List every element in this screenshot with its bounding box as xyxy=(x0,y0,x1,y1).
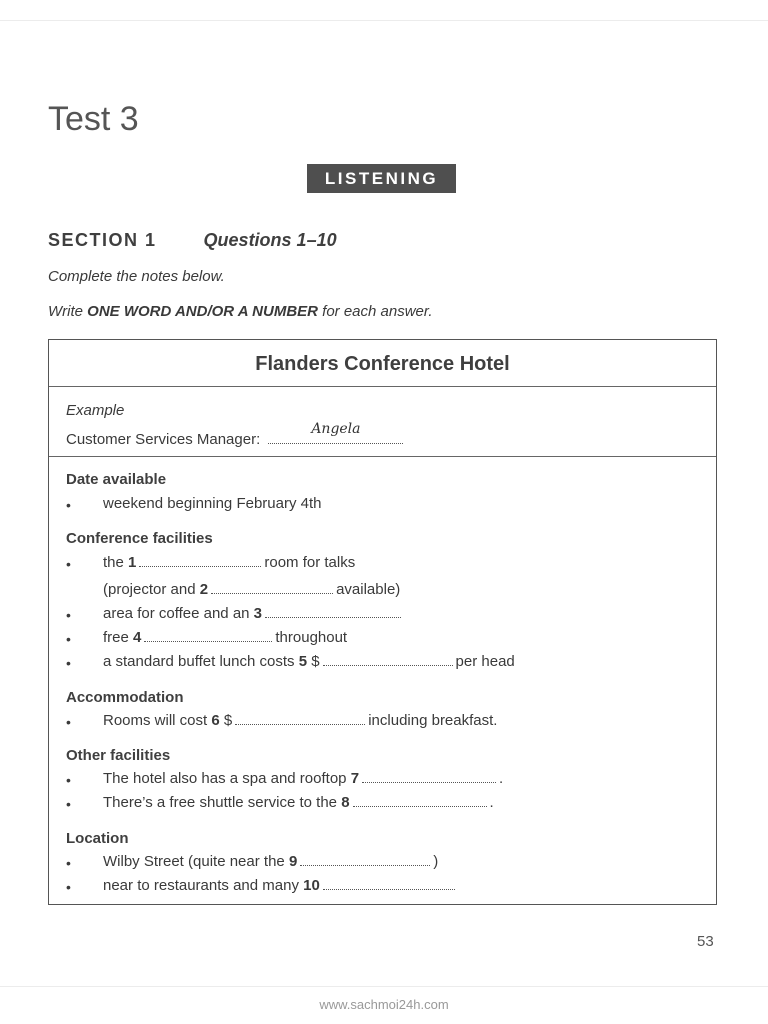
note-question-2 xyxy=(103,581,400,598)
watermark: www.sachmoi24h.com xyxy=(319,997,449,1012)
note-question-1 xyxy=(103,554,355,571)
q1-pre: the xyxy=(103,554,124,571)
answer-blank-1[interactable] xyxy=(139,554,261,567)
note-question-7 xyxy=(103,770,503,787)
listening-banner: LISTENING xyxy=(307,164,456,193)
note-question-10 xyxy=(103,877,458,894)
q3-number: 3 xyxy=(253,605,263,622)
notes-box xyxy=(48,339,717,905)
heading-location: Location xyxy=(66,830,129,847)
bullet-icon: • xyxy=(66,497,71,513)
bullet-icon: • xyxy=(66,607,71,623)
q1-post: room for talks xyxy=(264,554,356,571)
bullet-icon: • xyxy=(66,556,71,572)
note-question-6 xyxy=(103,712,497,729)
q9-number: 9 xyxy=(288,853,298,870)
bullet-icon: • xyxy=(66,714,71,730)
q5-pre: a standard buffet lunch costs xyxy=(103,653,295,670)
q2-post: available) xyxy=(336,581,401,598)
note-date-weekend: weekend beginning February 4th xyxy=(103,495,322,512)
notes-title: Flanders Conference Hotel xyxy=(49,340,716,387)
bullet-icon: • xyxy=(66,631,71,647)
bullet-icon: • xyxy=(66,772,71,788)
example-answer: Angela xyxy=(311,421,361,437)
instruction-complete-notes: Complete the notes below. xyxy=(48,268,225,285)
answer-blank-9[interactable] xyxy=(300,853,430,866)
q8-post: . xyxy=(489,794,494,811)
example-prompt: Customer Services Manager: xyxy=(66,431,261,448)
q5-currency: $ xyxy=(311,653,320,670)
q3-pre: area for coffee and an xyxy=(103,605,250,622)
q6-currency: $ xyxy=(223,712,233,729)
heading-conference-facilities: Conference facilities xyxy=(66,530,213,547)
q5-post: per head xyxy=(455,653,515,670)
page-number: 53 xyxy=(697,933,714,950)
note-question-8 xyxy=(103,794,494,811)
bullet-icon: • xyxy=(66,655,71,671)
heading-date-available: Date available xyxy=(66,471,167,488)
answer-blank-3[interactable] xyxy=(265,605,401,618)
answer-blank-7[interactable] xyxy=(362,770,496,783)
q4-post: throughout xyxy=(275,629,348,646)
instruction-pre: Write xyxy=(48,303,83,320)
q10-number: 10 xyxy=(303,877,320,894)
q7-post: . xyxy=(499,770,504,787)
q8-number: 8 xyxy=(341,794,350,811)
q6-pre: Rooms will cost xyxy=(103,712,208,729)
section-heading xyxy=(48,230,337,251)
q9-post: ) xyxy=(433,853,439,870)
test-title: Test 3 xyxy=(48,100,139,138)
q4-pre: free xyxy=(103,629,129,646)
note-question-5 xyxy=(103,653,515,670)
example-line xyxy=(66,421,403,448)
example-label: Example xyxy=(66,402,125,419)
instruction-word-limit xyxy=(48,303,433,320)
page-top-divider xyxy=(0,20,768,21)
questions-label: Questions 1–10 xyxy=(203,230,337,250)
note-question-3 xyxy=(103,605,404,622)
example-answer-slot xyxy=(268,421,403,444)
heading-other-facilities: Other facilities xyxy=(66,747,171,764)
bullet-icon: • xyxy=(66,855,71,871)
q6-number: 6 xyxy=(211,712,220,729)
q7-number: 7 xyxy=(350,770,360,787)
instruction-post: for each answer. xyxy=(322,303,433,320)
q10-pre: near to restaurants and many xyxy=(103,877,299,894)
section-label: SECTION 1 xyxy=(48,230,157,250)
q1-number: 1 xyxy=(128,554,137,571)
answer-blank-10[interactable] xyxy=(323,877,455,890)
answer-blank-8[interactable] xyxy=(353,794,487,807)
answer-blank-2[interactable] xyxy=(211,581,333,594)
example-section xyxy=(49,387,716,457)
q4-number: 4 xyxy=(133,629,142,646)
answer-blank-6[interactable] xyxy=(235,712,365,725)
q7-pre: The hotel also has a spa and rooftop xyxy=(103,770,347,787)
q6-post: including breakfast. xyxy=(368,712,498,729)
q5-number: 5 xyxy=(298,653,308,670)
q8-pre: There’s a free shuttle service to the xyxy=(103,794,338,811)
answer-blank-4[interactable] xyxy=(144,629,272,642)
heading-accommodation: Accommodation xyxy=(66,689,184,706)
note-question-4 xyxy=(103,629,347,646)
q2-pre: (projector and xyxy=(103,581,196,598)
q2-number: 2 xyxy=(199,581,209,598)
bullet-icon: • xyxy=(66,879,71,895)
page-bottom-divider xyxy=(0,986,768,987)
note-question-9 xyxy=(103,853,438,870)
instruction-bold: ONE WORD AND/OR A NUMBER xyxy=(87,303,318,320)
bullet-icon: • xyxy=(66,796,71,812)
answer-blank-5[interactable] xyxy=(323,653,453,666)
q9-pre: Wilby Street (quite near the xyxy=(103,853,285,870)
